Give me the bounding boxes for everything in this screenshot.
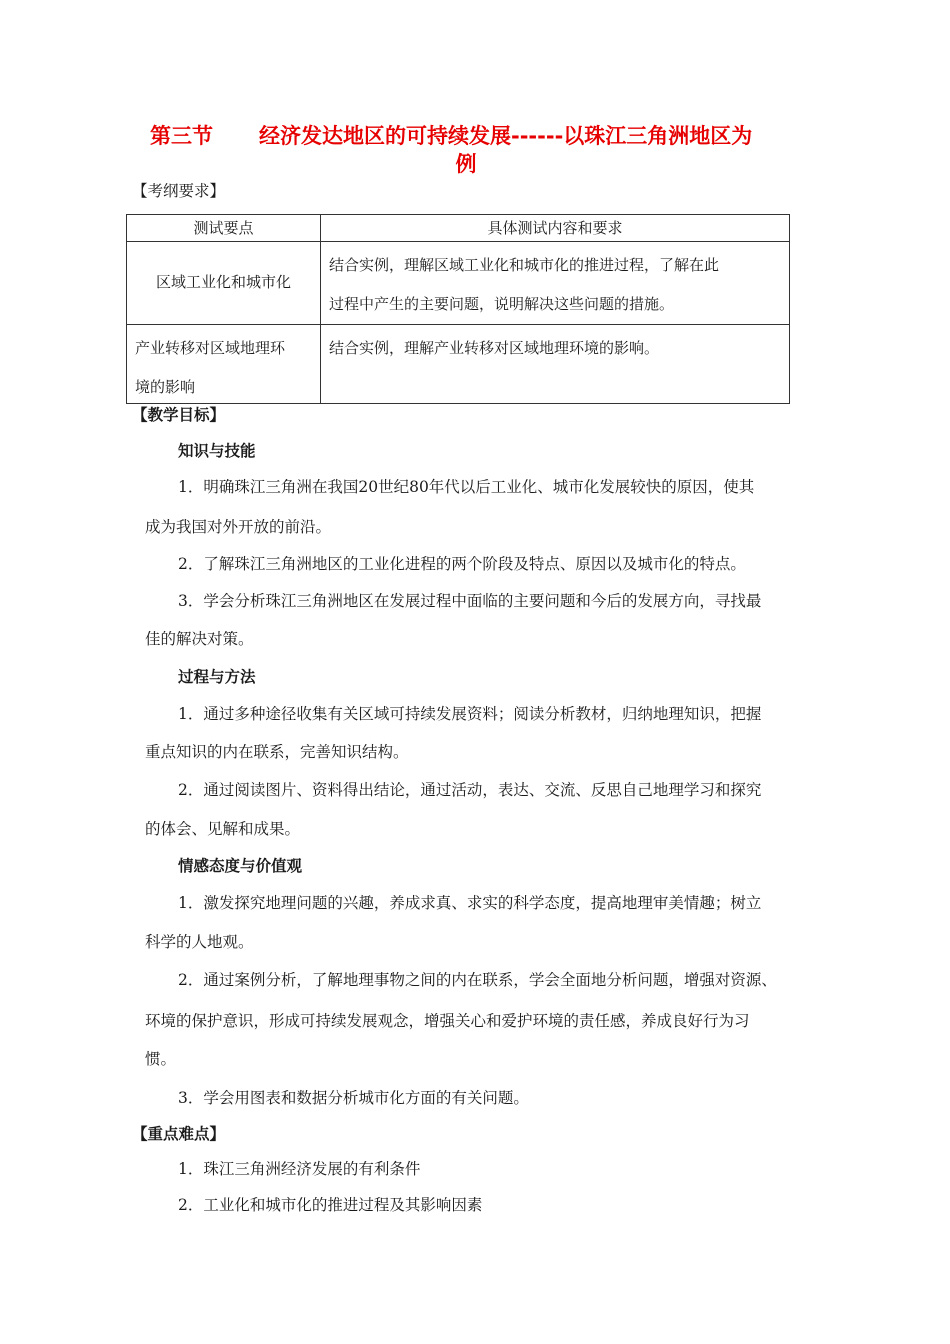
- cell-line: 结合实例，理解产业转移对区域地理环境的影响。: [329, 339, 660, 357]
- paragraph-line: 环境的保护意识，形成可持续发展观念，增强关心和爱护环境的责任感，养成良好行为习: [145, 1012, 750, 1030]
- paragraph-line: 2．了解珠江三角洲地区的工业化进程的两个阶段及特点、原因以及城市化的特点。: [178, 555, 746, 573]
- paragraph-line: 成为我国对外开放的前沿。: [145, 518, 332, 536]
- paragraph-line: 科学的人地观。: [145, 933, 254, 951]
- goals-heading: 【教学目标】: [132, 406, 226, 424]
- kaogang-heading: 【考纲要求】: [132, 182, 226, 200]
- paragraph-line: 2．通过阅读图片、资料得出结论，通过活动，表达、交流、反思自己地理学习和探究: [178, 781, 762, 799]
- table-cell: [321, 325, 789, 403]
- paragraph-line: 1．激发探究地理问题的兴趣，养成求真、求实的科学态度，提高地理审美情趣；树立: [178, 894, 762, 912]
- paragraph-line: 3．学会用图表和数据分析城市化方面的有关问题。: [178, 1089, 529, 1107]
- table-header: 测试要点: [193, 219, 254, 237]
- knowledge-heading: 知识与技能: [178, 442, 256, 460]
- paragraph-line: 2．通过案例分析，了解地理事物之间的内在联系，学会全面地分析问题，增强对资源、: [178, 971, 777, 989]
- paragraph-line: 的体会、见解和成果。: [145, 820, 301, 838]
- table-row: [127, 242, 790, 325]
- process-heading: 过程与方法: [178, 668, 256, 686]
- paragraph-line: 佳的解决对策。: [145, 630, 254, 648]
- cell-line: 境的影响: [135, 378, 196, 396]
- title-line-1: 经济发达地区的可持续发展------以珠江三角洲地区为: [259, 124, 753, 148]
- paragraph-line: 3．学会分析珠江三角洲地区在发展过程中面临的主要问题和今后的发展方向，寻找最: [178, 592, 762, 610]
- cell-line: 过程中产生的主要问题，说明解决这些问题的措施。: [329, 295, 675, 313]
- table-cell: [321, 242, 789, 324]
- paragraph-line: 惯。: [145, 1050, 177, 1068]
- cell-line: 结合实例，理解区域工业化和城市化的推进过程，了解在此: [329, 256, 720, 274]
- table-cell: 区域工业化和城市化: [155, 272, 291, 291]
- paragraph-line: 1．通过多种途径收集有关区域可持续发展资料；阅读分析教材，归纳地理知识，把握: [178, 705, 762, 723]
- cell-line: 产业转移对区域地理环: [135, 339, 286, 357]
- attitude-heading: 情感态度与价值观: [178, 857, 303, 875]
- keypoints-heading: 【重点难点】: [132, 1125, 226, 1143]
- paragraph-line: 重点知识的内在联系，完善知识结构。: [145, 743, 409, 761]
- section-number: 第三节: [150, 124, 213, 148]
- document-title: [150, 122, 810, 178]
- table-header: 具体测试内容和要求: [487, 219, 623, 237]
- requirements-table: [126, 214, 790, 404]
- table-header-row: [127, 215, 790, 242]
- paragraph-line: 1．明确珠江三角洲在我国20世纪80年代以后工业化、城市化发展较快的原因，使其: [178, 478, 755, 496]
- table-row: [127, 325, 790, 404]
- table-cell: [127, 325, 320, 403]
- title-line-2: 例: [455, 152, 477, 176]
- list-item: 2．工业化和城市化的推进过程及其影响因素: [178, 1196, 483, 1214]
- list-item: 1．珠江三角洲经济发展的有利条件: [178, 1160, 421, 1178]
